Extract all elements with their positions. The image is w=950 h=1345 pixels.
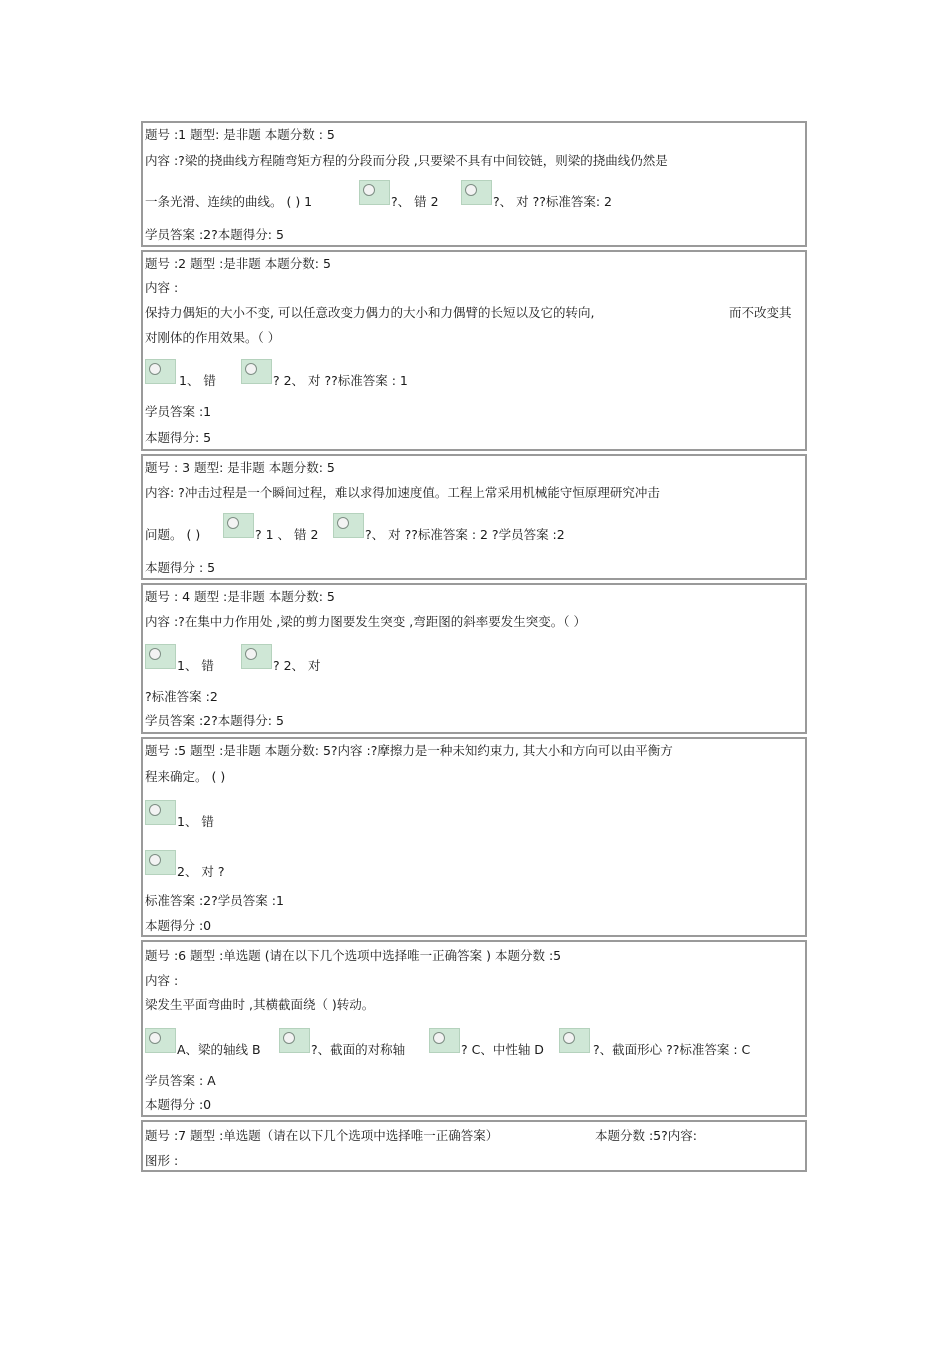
question-1-footer: 学员答案 :2?本题得分: 5 bbox=[145, 227, 284, 242]
question-2-option-2-label: ? 2、 对 ??标准答案 : 1 bbox=[273, 373, 408, 388]
question-6-content: 梁发生平面弯曲时 ,其横截面绕（ )转动。 bbox=[145, 997, 375, 1012]
question-6-content-label: 内容 : bbox=[145, 973, 179, 988]
question-4-option-1-label: 1、 错 bbox=[177, 658, 214, 673]
question-card-7 bbox=[141, 1120, 807, 1172]
question-2-content-line-1 bbox=[145, 305, 800, 321]
question-card-3 bbox=[141, 454, 807, 580]
question-6-option-c-label: ? C、中性轴 D bbox=[461, 1042, 544, 1057]
question-4-option-2-label: ? 2、 对 bbox=[273, 658, 321, 673]
question-card-6 bbox=[141, 940, 807, 1117]
question-2-radio-2[interactable] bbox=[241, 359, 272, 384]
question-3-options bbox=[145, 527, 795, 543]
question-1-option-1-label: ?、 错 2 bbox=[391, 194, 439, 209]
question-card-1 bbox=[141, 121, 807, 247]
question-3-content: 内容: ?冲击过程是一个瞬间过程，难以求得加速度值。工程上常采用机械能守恒原理研究冲击 bbox=[145, 485, 660, 500]
question-7-header-score: 本题分数 :5?内容: bbox=[595, 1128, 697, 1143]
question-1-option-2-label: ?、 对 ??标准答案: 2 bbox=[493, 194, 612, 209]
question-6-radio-b[interactable] bbox=[279, 1028, 310, 1053]
question-5-score: 本题得分 :0 bbox=[145, 918, 212, 933]
question-7-header: 题号 :7 题型 :单选题（请在以下几个选项中选择唯一正确答案） bbox=[145, 1128, 499, 1143]
question-1-radio-2[interactable] bbox=[461, 180, 492, 205]
question-card-2 bbox=[141, 250, 807, 451]
question-7-figure-label: 图形 : bbox=[145, 1153, 179, 1168]
question-6-radio-d[interactable] bbox=[559, 1028, 590, 1053]
question-4-header: 题号 : 4 题型 :是非题 本题分数: 5 bbox=[145, 589, 335, 604]
question-3-radio-1[interactable] bbox=[223, 513, 254, 538]
question-2-score: 本题得分: 5 bbox=[145, 430, 212, 445]
question-4-radio-1[interactable] bbox=[145, 644, 176, 669]
question-2-content-text-end: 而不改变其 bbox=[729, 305, 792, 320]
question-5-option-1 bbox=[145, 814, 445, 830]
question-5-option-2 bbox=[145, 864, 445, 880]
question-card-5 bbox=[141, 737, 807, 937]
question-2-header: 题号 :2 题型 :是非题 本题分数: 5 bbox=[145, 256, 331, 271]
question-5-header: 题号 :5 题型 :是非题 本题分数: 5?内容 :?摩擦力是一种未知约束力, 其大小和方向可以由平衡方 bbox=[145, 743, 673, 758]
question-2-content-label: 内容 : bbox=[145, 280, 179, 295]
question-5-radio-1[interactable] bbox=[145, 800, 176, 825]
question-6-option-d-label: ?、截面形心 ??标准答案 : C bbox=[593, 1042, 751, 1057]
question-1-options-prefix: 一条光滑、连续的曲线。 ( ) 1 bbox=[145, 194, 313, 209]
question-1-header: 题号 :1 题型: 是非题 本题分数 : 5 bbox=[145, 127, 335, 142]
question-2-radio-1[interactable] bbox=[145, 359, 176, 384]
question-4-footer: 学员答案 :2?本题得分: 5 bbox=[145, 713, 284, 728]
question-1-options bbox=[145, 194, 795, 210]
question-3-option-2-label: ?、 对 ??标准答案 : 2 ?学员答案 :2 bbox=[365, 527, 565, 542]
question-6-header: 题号 :6 题型 :单选题 (请在以下几个选项中选择唯一正确答案 ) 本题分数 :5 bbox=[145, 948, 562, 963]
question-2-options bbox=[145, 373, 795, 389]
question-6-option-a-label: A、梁的轴线 B bbox=[177, 1042, 261, 1057]
question-4-options bbox=[145, 658, 795, 674]
question-5-option-1-label: 1、 错 bbox=[177, 814, 214, 829]
question-card-4 bbox=[141, 583, 807, 734]
question-4-content: 内容 :?在集中力作用处 ,梁的剪力图要发生突变 ,弯距图的斜率要发生突变。（ ） bbox=[145, 614, 586, 629]
question-1-radio-1[interactable] bbox=[359, 180, 390, 205]
question-6-options bbox=[145, 1042, 800, 1058]
question-3-option-1-label: ? 1 、 错 2 bbox=[255, 527, 319, 542]
question-6-radio-a[interactable] bbox=[145, 1028, 176, 1053]
question-2-student-answer: 学员答案 :1 bbox=[145, 404, 212, 419]
question-5-footer: 标准答案 :2?学员答案 :1 bbox=[145, 893, 284, 908]
question-2-option-1-label: 1、 错 bbox=[179, 373, 216, 388]
question-1-content: 内容 :?梁的挠曲线方程随弯矩方程的分段而分段 ,只要梁不具有中间铰链，则梁的挠曲线仍然是 bbox=[145, 153, 668, 168]
question-6-radio-c[interactable] bbox=[429, 1028, 460, 1053]
question-6-student-answer: 学员答案 : A bbox=[145, 1073, 216, 1088]
question-6-score: 本题得分 :0 bbox=[145, 1097, 212, 1112]
question-3-radio-2[interactable] bbox=[333, 513, 364, 538]
question-7-header-line bbox=[145, 1128, 800, 1144]
question-2-content-text: 保持力偶矩的大小不变, 可以任意改变力偶力的大小和力偶臂的长短以及它的转向, bbox=[145, 305, 595, 320]
question-4-radio-2[interactable] bbox=[241, 644, 272, 669]
question-4-standard-answer: ?标准答案 :2 bbox=[145, 689, 218, 704]
question-5-option-2-label: 2、 对 ? bbox=[177, 864, 225, 879]
question-3-header: 题号 : 3 题型: 是非题 本题分数: 5 bbox=[145, 460, 335, 475]
exam-question-list bbox=[141, 121, 807, 1175]
question-2-content-line-2: 对刚体的作用效果。（ ） bbox=[145, 330, 281, 345]
question-3-options-prefix: 问题。 ( ) bbox=[145, 527, 201, 542]
question-5-radio-2[interactable] bbox=[145, 850, 176, 875]
question-5-content: 程来确定。 ( ) bbox=[145, 769, 226, 784]
question-3-score: 本题得分 : 5 bbox=[145, 560, 216, 575]
question-6-option-b-label: ?、截面的对称轴 bbox=[311, 1042, 406, 1057]
